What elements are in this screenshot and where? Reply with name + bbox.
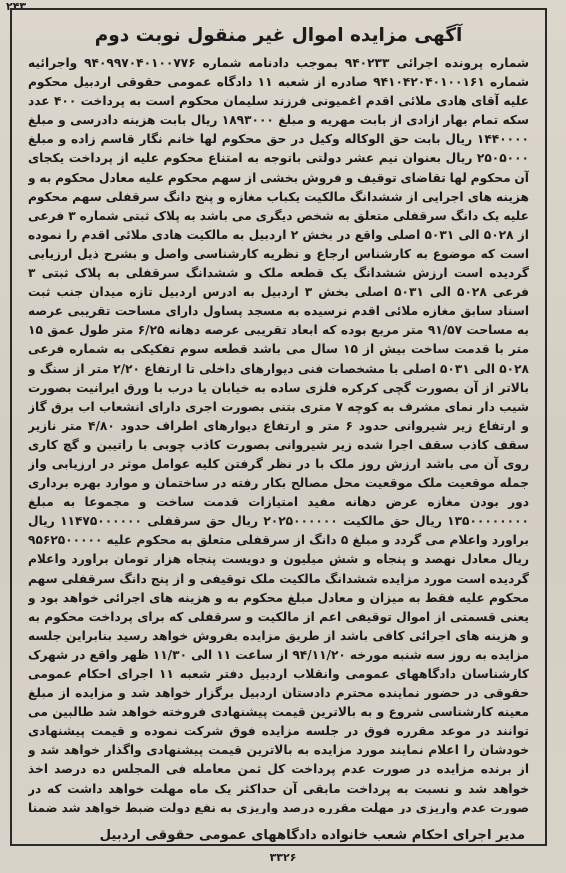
notice-frame [10,8,547,846]
page-number: ۲۴۳ [6,0,27,13]
notice-signature: مدیر اجرای احکام شعب خانواده دادگاههای عمومی حقوقی اردبیل [99,828,525,843]
notice-title: آگهی مزایده اموال غیر منقول نوبت دوم [94,25,463,46]
notice-body: شماره پرونده اجرائی ۹۴۰۲۳۳ بموجب دادنامه شماره ۹۴۰۹۹۷۰۴۰۱۰۰۷۷۶ واجرائیه شماره ۹۴۱۰۴۲۰۴۰۱۰۰۱۶۱ صادره از شعبه ۱۱ دادگاه عمومی حقوقی اردبیل محکوم علیه آقای هادی ملائی اقدم اغمیونی فرزند سلیمان محکوم است به پرداخت ۴۰۰ عدد سکه تمام بهار ازادی از بابت مهریه و مبلغ ۱۸۹۳۰۰۰ ریال بابت هزینه دادرسی و مبلغ ۱۴۴۰۰۰۰ ریال بابت حق الوکاله وکیل در حق محکوم لها خانم نگار قاسم زاده و مبلغ ۲۵۰۵۰۰۰ ریال بعنوان نیم عشر دولتی باتوجه به امتناع محکوم علیه از پرداخت یکجای آن محکوم لها تقاضای توقیف و فروش بخشی از سهم محکوم علیه معادل محکوم به و هزینه های اجرایی از ششدانگ مالکیت یکباب مغازه و پنج دانگ سرقفلی سهم محکوم علیه یک دانگ سرقفلی متعلق به شخص دیگری می باشد به پلاک ثبتی شماره ۳ فرعی از ۵۰۲۸ الی ۵۰۳۱ اصلی واقع در بخش ۲ اردبیل به مالکیت هادی ملائی اقدم را نموده است که موضوع به کارشناس ارجاع و نظریه کارشناسی واصل و بشرح ذیل ارزیابی گردیده است ارزش ششدانگ یک قطعه ملک و ششدانگ سرقفلی به پلاک ثبتی ۳ فرعی ۵۰۲۸ الی ۵۰۳۱ اصلی بخش ۳ اردبیل به ادرس اردبیل تازه میدان جنب ثبت اسناد سابق مغازه ملائی اقدم نرسیده به مسجد پساول دارای مساحت تقریبی عرصه به مساحت ۹۱/۵۷ متر مربع بوده که ابعاد تقریبی عرصه دهانه ۶/۲۵ متر طول عمق ۱۵ متر با قدمت ساخت بیش از ۱۵ سال می باشد قطعه سوم تفکیکی به شماره فرعی ۵۰۲۸ الی ۵۰۳۱ اصلی با مشخصات فنی دیوارهای داخلی تا ارتفاع ۲/۲۰ متر از سنگ و بالاتر از آن بصورت گچی کرکره فلزی ساده به خیابان یا درب با ورق ایرانیت بصورت شیب دار نمای مشرف به کوچه ۷ متری بتنی بصورت اجری دارای انشعاب اب برق گاز و ارتفاع زیر شیروانی حدود ۶ متر و ارتفاع دیوارهای اطراف حدود ۴/۸۰ متر نازیر سقف کاذب سقف اجرا شده زیر شیروانی بصورت کاذب چوبی با راتیبن و گچ کاری روی آن می باشد ارزش روز ملک با در نظر گرفتن کلیه عوامل موثر در ارزیابی واز جمله موقعیت ملک موقعیت محل مصالح بکار رفته در ساختمان و موارد بهره برداری دور بودن مغازه عرض دهانه مفید امتیازات قدمت ساخت و مجموعا به مبلغ ۱۳۵۰۰۰۰۰۰۰۰ ریال حق مالکیت ۲۰۲۵۰۰۰۰۰۰ ریال حق سرقفلی ۱۱۴۷۵۰۰۰۰۰۰ ریال براورد واعلام می گردد و مبلغ ۵ دانگ از سرقفلی متعلق به محکوم علیه ۹۵۶۲۵۰۰۰۰۰ ریال معادل نهصد و پنجاه و شش میلیون و دویست پنجاه هزار تومان براورد واعلام گردیده است مورد مزایده ششدانگ مالکیت ملک توقیفی و از پنج دانگ سرقفلی سهم محکوم علیه فقط به میزان و معادل مبلغ محکوم به و هزینه های اجرائی خواهد بود و یعنی قسمتی از اموال توقیفی اعم از مالکیت و سرقفلی که برای پرداخت محکوم به و هزینه های اجرائی کافی باشد از طریق مزایده بفروش خواهد رسید بنابراین جلسه مزایده به روز سه شنبه مورخه ۹۴/۱۱/۲۰ از ساعت ۱۱ الی ۱۱/۳۰ ظهر واقع در شهرک کارشناسان دادگاههای عمومی وانقلاب اردبیل دفتر شعبه ۱۱ اجرای احکام عمومی حقوقی در حضور نماینده محترم دادستان اردبیل برگزار خواهد شد و مزایده از مبلغ معینه کارشناسی شروع و به بالاترین قیمت پیشنهادی فروخته خواهد شد طالبین می توانند در موعد مقرره فوق در جلسه مزایده فوق شرکت نموده و قیمت پیشنهادی خودشان را اعلام نمایند مورد مزایده به بالاترین قیمت پیشنهادی واگذار خواهد شد و از برنده مزایده در صورت عدم پرداخت کل ثمن معامله فی المجلس ده درصد اخذ خواهد شد و نسبت به پرداخت مابقی آن حداکثر یک ماه مهلت خواهد داشت که در صورت عدم واریزی در مهلت مقرره درصد واریزی به نفع دولت ضبط خواهد شد ضمنا [28,56,529,814]
notice-code: ۳۳۲۶ [269,851,297,864]
